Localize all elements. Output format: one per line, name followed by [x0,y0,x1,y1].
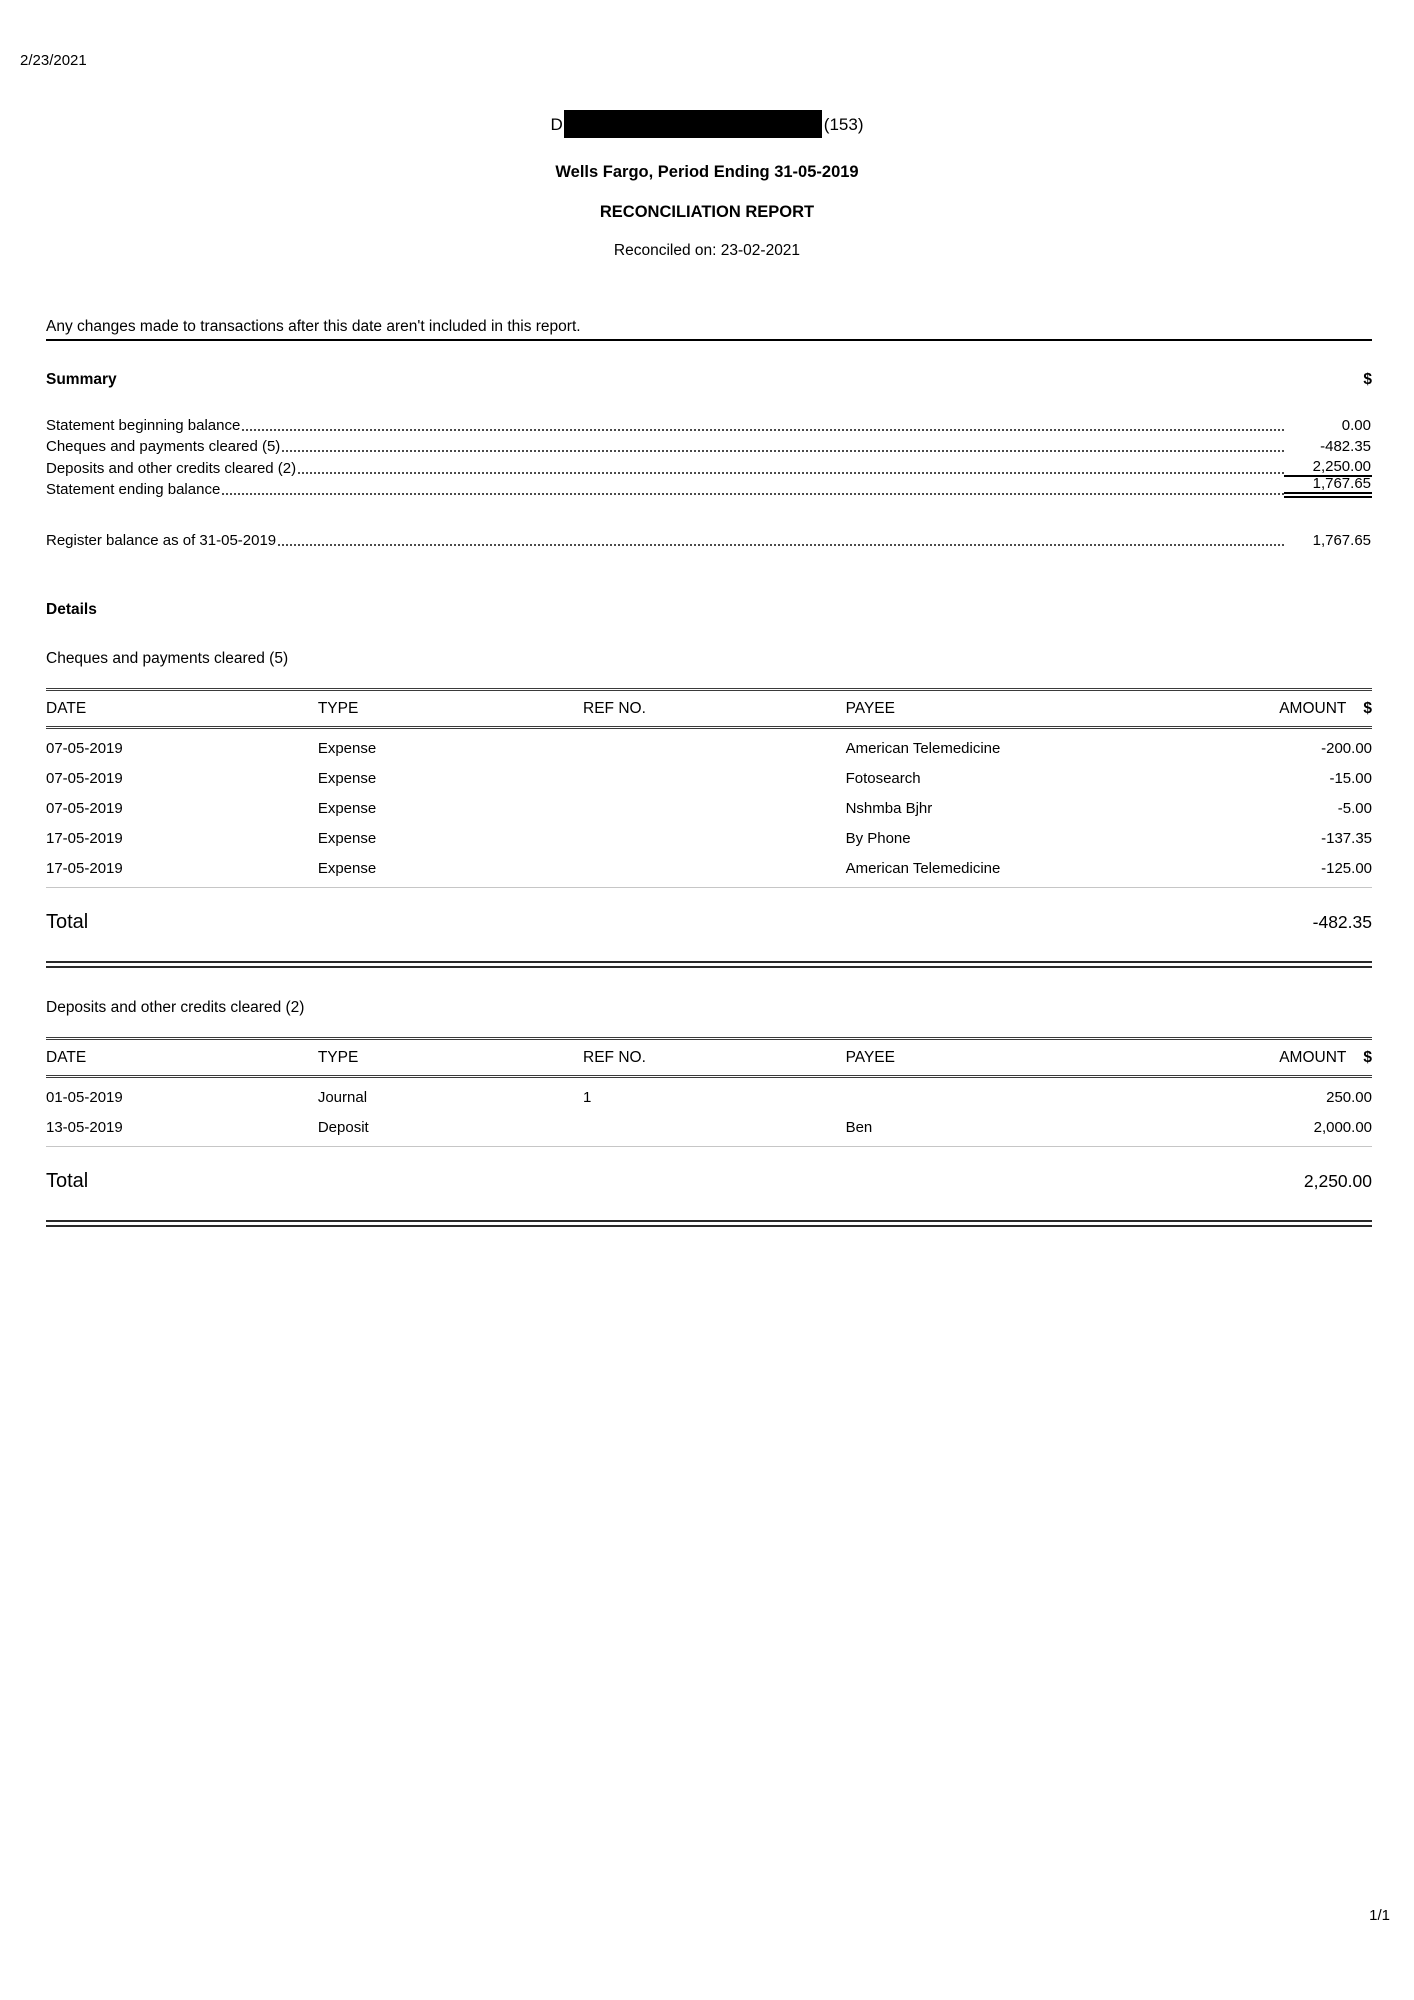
deposits-total-row [46,1170,1372,1193]
register-balance-label: Register balance as of 31-05-2019 [46,531,277,549]
cell-refno [583,853,846,887]
cheques-payments-table [46,688,1372,888]
table-row [46,763,1372,793]
summary-row [46,434,1372,456]
cell-payee: Nshmba Bjhr [845,799,933,817]
bank-period-line: Wells Fargo, Period Ending 31-05-2019 [555,163,859,181]
cell-type: Deposit [318,1112,583,1146]
report-body [46,318,1372,1227]
cell-type: Expense [317,829,377,847]
cell-payee: By Phone [845,829,911,847]
summary-row [46,455,1372,477]
column-header-refno: REF NO. [583,689,846,727]
cell-amount: -5.00 [1337,799,1372,817]
cell-amount: -15.00 [1329,769,1372,787]
cell-type: Expense [317,799,377,817]
dotted-leader [242,429,1284,431]
summary-header-row [46,371,1372,389]
summary-row-label: Deposits and other credits cleared (2) [46,459,297,477]
column-header-payee: PAYEE [846,689,1178,727]
print-date: 2/23/2021 [20,52,87,69]
table-header-row [46,689,1372,727]
summary-heading: Summary [46,371,117,388]
total-label: Total [46,1169,89,1192]
cell-amount: 2,000.00 [1177,1112,1372,1146]
table-header-row [46,1038,1372,1076]
cell-payee: American Telemedicine [845,739,1001,757]
summary-row-label: Statement beginning balance [46,416,241,434]
summary-row [46,477,1372,499]
summary-row-label: Cheques and payments cleared (5) [46,438,281,455]
column-header-amount: AMOUNT $ [1177,1038,1372,1076]
cell-type: Journal [317,1088,368,1106]
register-balance-row [46,527,1372,549]
cell-date: 01-05-2019 [46,1088,123,1106]
column-header-amount: AMOUNT $ [1177,689,1372,727]
dotted-leader [222,493,1284,495]
summary-row-value: 0.00 [1341,416,1371,434]
total-label: Total [46,910,89,933]
cell-refno [583,763,846,793]
summary-row-label: Statement ending balance [46,481,221,498]
cell-payee [846,1076,1178,1112]
table-row [46,1076,1372,1112]
cell-amount: -200.00 [1321,739,1372,757]
cell-refno: 1 [583,1088,592,1106]
table-row [46,1112,1372,1146]
table-row [46,823,1372,853]
dotted-leader [282,450,1284,452]
summary-currency-symbol: $ [1363,371,1372,388]
changes-notice: Any changes made to transactions after this date aren't included in this report. [46,318,1372,341]
account-number-suffix: (153) [823,115,864,134]
cell-type: Expense [317,769,377,787]
cell-refno [583,793,846,823]
register-balance-value: 1,767.65 [1312,531,1371,549]
section-title-cheques: Cheques and payments cleared (5) [46,649,289,667]
section-divider [46,961,1372,968]
cell-type: Expense [317,739,377,757]
details-heading: Details [46,600,97,618]
dotted-leader [298,472,1284,474]
deposits-credits-table [46,1037,1372,1147]
cell-payee: Ben [846,1112,1178,1146]
cell-amount: 250.00 [1326,1088,1372,1106]
summary-row-value: -482.35 [1320,438,1371,455]
cheques-total-row [46,911,1372,934]
column-header-date: DATE [46,1038,318,1076]
redacted-account-name [564,110,822,138]
currency-symbol: $ [1363,1048,1372,1066]
cell-date: 07-05-2019 [46,799,123,817]
cell-date: 07-05-2019 [46,769,123,787]
dotted-leader [278,544,1284,546]
cell-amount: -137.35 [1321,829,1372,847]
section-divider [46,1220,1372,1227]
summary-rows [46,412,1372,498]
column-header-type: TYPE [318,1038,583,1076]
total-value: 2,250.00 [1303,1170,1372,1191]
summary-row-value: 1,767.65 [1284,475,1372,498]
account-title-line [0,110,1414,138]
table-row [46,793,1372,823]
section-title-deposits: Deposits and other credits cleared (2) [46,998,305,1016]
cell-date: 17-05-2019 [46,853,318,887]
column-header-refno: REF NO. [583,1038,846,1076]
document-header [0,0,1414,260]
total-value: -482.35 [1312,911,1372,932]
cell-date: 07-05-2019 [46,739,123,757]
summary-row-value: 2,250.00 [1284,458,1372,477]
column-header-type: TYPE [318,689,583,727]
summary-row [46,412,1372,434]
cell-payee: Fotosearch [845,769,921,787]
cell-refno [583,823,846,853]
column-header-payee: PAYEE [846,1038,1178,1076]
cell-refno [583,727,846,763]
column-header-date: DATE [46,689,318,727]
cell-refno [583,1112,846,1146]
page-number: 1/1 [1369,1907,1390,1924]
account-title-prefix: D [550,115,563,134]
report-title: RECONCILIATION REPORT [599,203,815,221]
table-row [46,853,1372,887]
table-row [46,727,1372,763]
cell-date: 17-05-2019 [46,829,123,847]
reconciled-on-line: Reconciled on: 23-02-2021 [613,242,801,259]
cell-type: Expense [318,853,583,887]
currency-symbol: $ [1363,699,1372,717]
cell-date: 13-05-2019 [46,1112,318,1146]
cell-amount: -125.00 [1177,853,1372,887]
cell-payee: American Telemedicine [846,853,1178,887]
